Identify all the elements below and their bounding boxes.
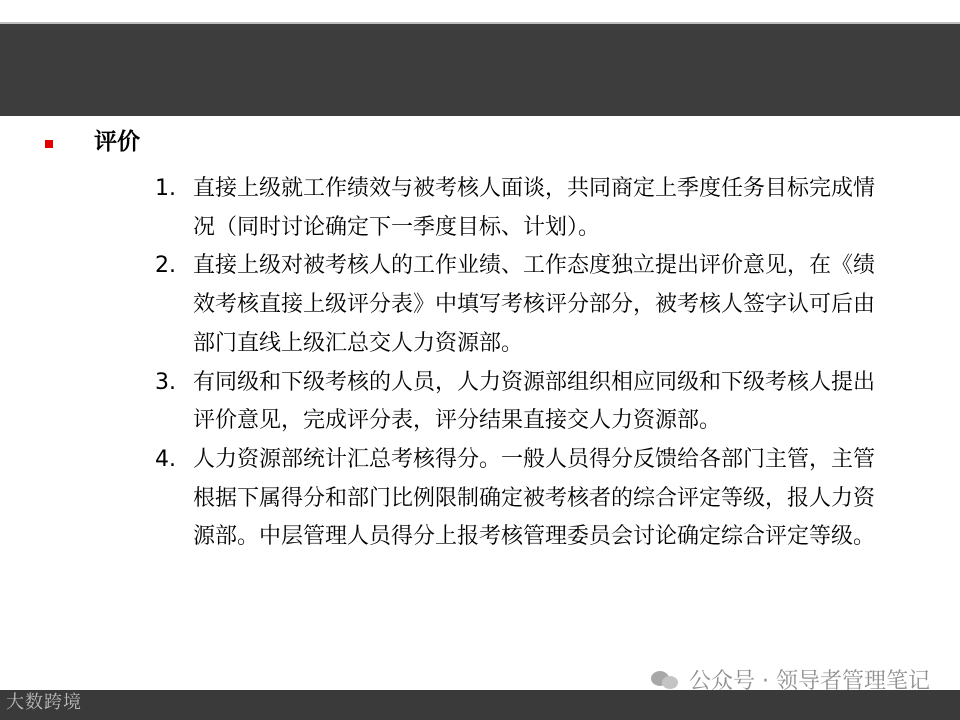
logo-watermark: 大数跨境 xyxy=(6,692,82,713)
list-item-text: 直接上级就工作绩效与被考核人面谈，共同商定上季度任务目标完成情况（同时讨论确定下一季度目标、计划）。 xyxy=(193,176,876,240)
section-heading: 评价 xyxy=(94,129,140,155)
list-item xyxy=(155,170,895,247)
list-item-number: 4. xyxy=(155,446,176,472)
list-item-number: 1. xyxy=(155,176,176,201)
list-item xyxy=(155,247,895,363)
list-item xyxy=(155,364,895,441)
list-item xyxy=(155,441,895,557)
square-bullet-icon xyxy=(45,140,53,148)
wechat-watermark xyxy=(651,664,930,695)
evaluation-list xyxy=(155,170,895,557)
wechat-icon xyxy=(651,669,681,691)
list-item-text: 人力资源部统计汇总考核得分。一般人员得分反馈给各部门主管，主管根据下属得分和部门比例限制确定被考核者的综合评定等级，报人力资源部。中层管理人员得分上报考核管理委员会讨论确定综合评定等级。 xyxy=(193,446,876,550)
header-band xyxy=(0,24,960,116)
list-item-text: 有同级和下级考核的人员，人力资源部组织相应同级和下级考核人提出评价意见，完成评分表，评分结果直接交人力资源部。 xyxy=(193,369,876,434)
wechat-watermark-text: 公众号 · 领导者管理笔记 xyxy=(689,669,930,694)
list-item-number: 2. xyxy=(155,253,176,279)
list-item-text: 直接上级对被考核人的工作业绩、工作态度独立提出评价意见，在《绩效考核直接上级评分表》中填写考核评分部分，被考核人签字认可后由部门直线上级汇总交人力资源部。 xyxy=(193,253,876,356)
list-item-number: 3. xyxy=(155,369,176,395)
